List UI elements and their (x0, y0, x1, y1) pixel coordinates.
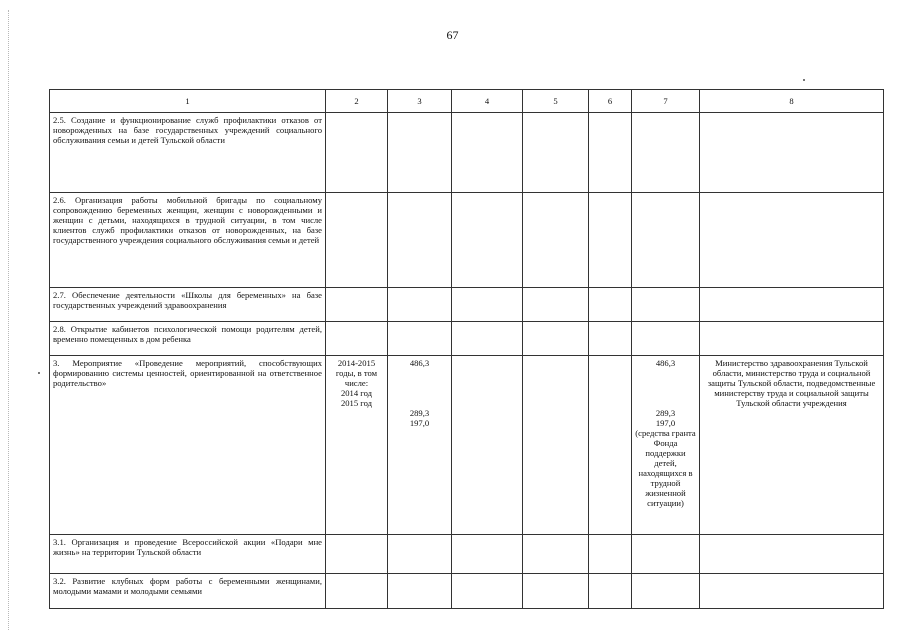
activity-description: 2.6. Организация работы мобильной бригады по социальному сопровождению беременных женщин, женщин с новорожденными и женщин с детьми, находящихся в трудной ситуации, в том числе клиентов служб профилактики отказов от новорожденных, на базе государственного учреждения социального обслуживания семьи и детей (50, 193, 326, 288)
activity-description: 3.2. Развитие клубных форм работы с беременными женщинами, молодыми мамами и молодыми семьями (50, 574, 326, 609)
activity-description: 2.5. Создание и функционирование служб профилактики отказов от новорожденных на базе государственных учреждений социального обслуживания семьи и детей Тульской области (50, 113, 326, 193)
period-range: 2014-2015 годы, в том числе: (335, 358, 378, 388)
header-cell-4: 4 (452, 90, 523, 113)
period-year-2015: 2015 год (340, 398, 373, 408)
program-table (49, 89, 884, 609)
page-number: 67 (446, 28, 459, 42)
grant-2014: 289,3 (655, 408, 676, 418)
header-cell-2: 2 (326, 90, 388, 113)
funding-2015: 197,0 (409, 418, 430, 428)
table-row (50, 322, 884, 356)
activity-description: 2.8. Открытие кабинетов психологической помощи родителям детей, временно помещенных в дом ребенка (50, 322, 326, 356)
header-cell-7: 7 (632, 90, 700, 113)
funding-2014: 289,3 (409, 408, 430, 418)
grant-funding-cell (632, 356, 700, 535)
table-row (50, 288, 884, 322)
table-row (50, 535, 884, 574)
scan-speck (38, 372, 40, 374)
period-cell (326, 356, 388, 535)
table-row (50, 113, 884, 193)
scan-speck (803, 79, 805, 81)
responsible-executors: Министерство здравоохранения Тульской области, министерство труда и социальной защиты Тульской области, подведомственные министерству труда и социальной защиты Тульской области учреждения (700, 356, 884, 535)
activity-description: 2.7. Обеспечение деятельности «Школы для беременных» на базе государственных учреждений здравоохранения (50, 288, 326, 322)
funding-total: 486,3 (409, 358, 430, 368)
activity-description: 3. Мероприятие «Проведение мероприятий, способствующих формированию системы ценностей, ориентированной на ответственное родительство» (50, 356, 326, 535)
header-cell-1: 1 (50, 90, 326, 113)
grant-2015: 197,0 (655, 418, 676, 428)
header-cell-8: 8 (700, 90, 884, 113)
header-row (50, 90, 884, 113)
funding-total-cell (388, 356, 452, 535)
table-row (50, 193, 884, 288)
grant-total: 486,3 (655, 358, 676, 368)
header-cell-5: 5 (523, 90, 589, 113)
period-year-2014: 2014 год (340, 388, 373, 398)
table-row (50, 574, 884, 609)
grant-source-note: (средства гранта Фонда поддержки детей, находящихся в трудной жизненной ситуации) (635, 428, 696, 508)
header-cell-6: 6 (589, 90, 632, 113)
table-row (50, 356, 884, 535)
header-cell-3: 3 (388, 90, 452, 113)
activity-description: 3.1. Организация и проведение Всероссийской акции «Подари мне жизнь» на территории Тульской области (50, 535, 326, 574)
scan-left-edge (8, 10, 10, 630)
